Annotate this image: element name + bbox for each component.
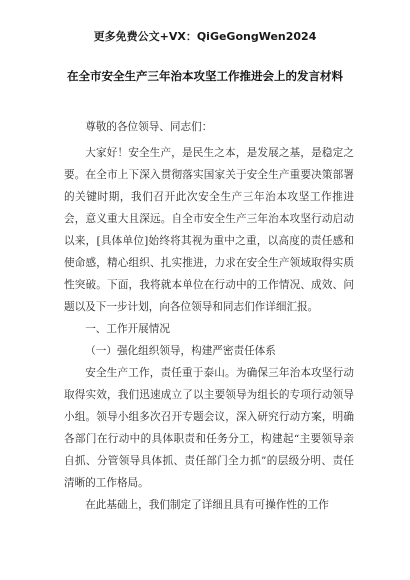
salutation: 尊敬的各位领导、同志们： xyxy=(85,121,213,133)
intro-paragraph: 大家好！安全生产，是民生之本，是发展之基，是稳定之要。在全市上下深入贯彻落实国家关于安全生产重要决策部署的关键时期，我们召开此次安全生产三年治本攻坚工作推进会，意义重大且深远。自全市安全生产三年治本攻坚行动启动以来，[具体单位]始终将其视为重中之重，以高度的责任感和使命感，精心组织、扎实推进，力求在安全生产领域取得实质性突破。下面，我将就本单位在行动中的工作情况、成效、问题以及下一步计划，向各位领导和同志们作详细汇报。 xyxy=(64,147,354,313)
document-body xyxy=(64,116,354,516)
body-paragraph: 安全生产工作，责任重于泰山。为确保三年治本攻坚行动取得实效，我们迅速成立了以主要领导为组长的专项行动领导小组。领导小组多次召开专题会议，深入研究行动方案，明确各部门在行动中的具体职责和任务分工，构建起“主要领导亲自抓、分管领导具体抓、责任部门全力抓”的层级分明、责任清晰的工作格局。 xyxy=(64,367,354,489)
promo-header: 更多免费公文+VX：QiGeGongWen2024 xyxy=(93,30,317,43)
section-heading: 一、工作开展情况 xyxy=(85,323,170,335)
subsection-heading: （一）强化组织领导，构建严密责任体系 xyxy=(85,345,276,357)
body-paragraph: 在此基础上，我们制定了详细且具有可操作性的工作 xyxy=(85,499,329,511)
document-title: 在全市安全生产三年治本攻坚工作推进会上的发言材料 xyxy=(67,69,343,83)
